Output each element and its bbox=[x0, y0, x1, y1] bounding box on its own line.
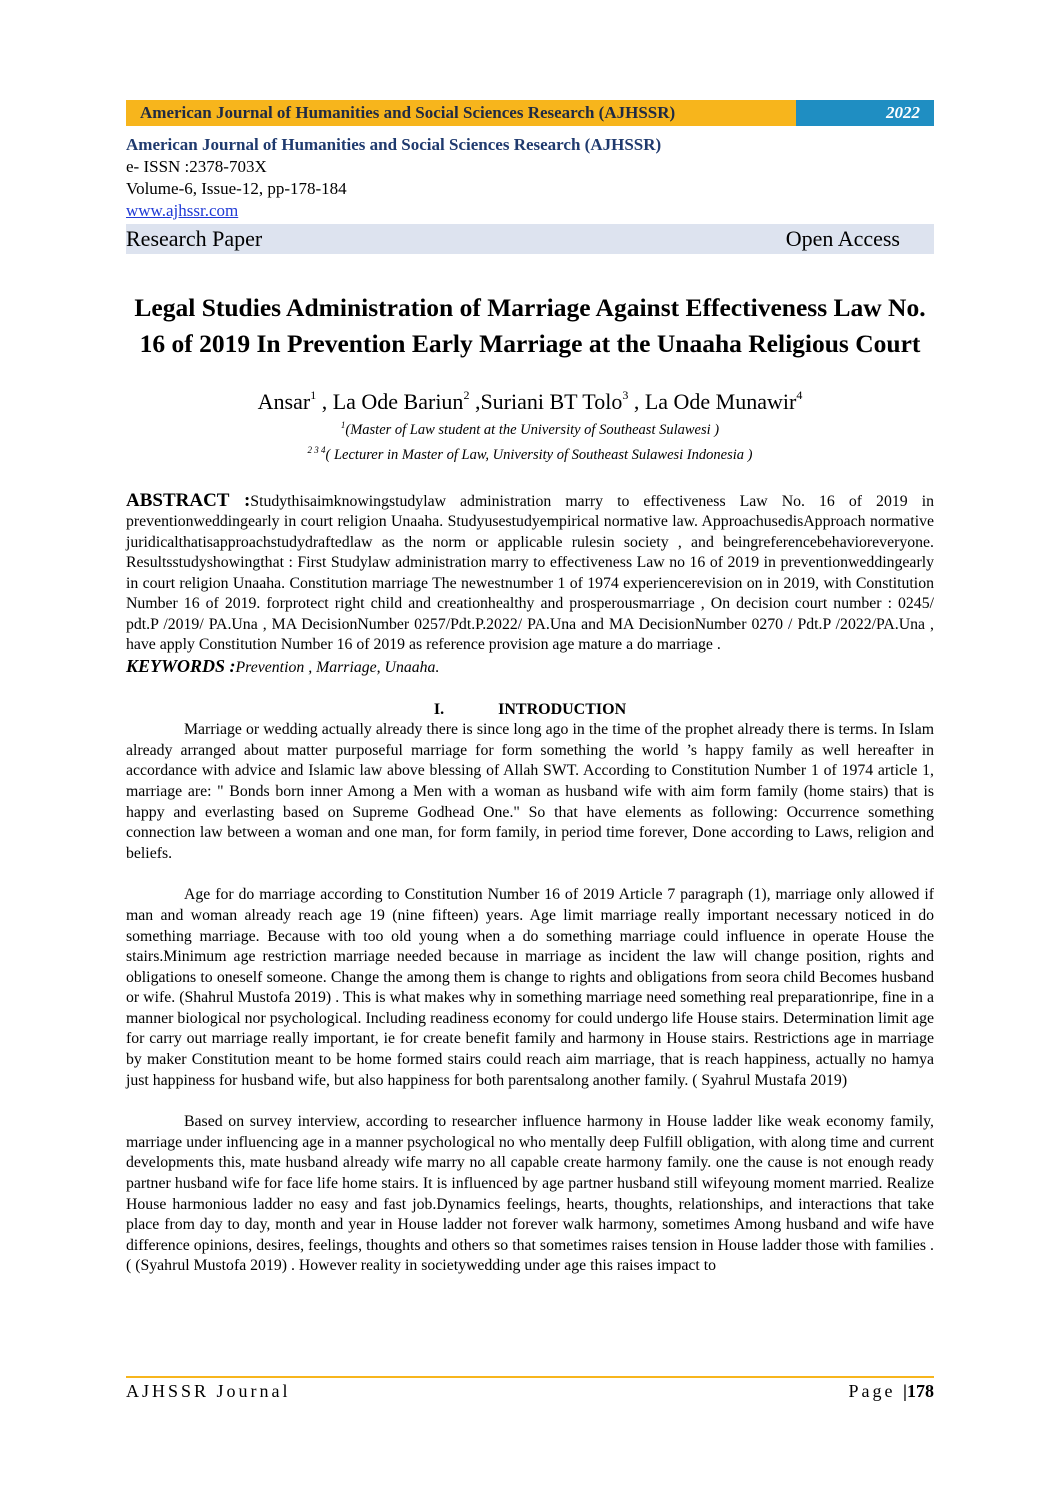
author-list bbox=[126, 382, 934, 415]
page-number: |178 bbox=[903, 1381, 934, 1401]
section-heading bbox=[126, 700, 934, 720]
abstract-text: Studythisaimknowingstudylaw administration marry to effectiveness Law No. 16 of 2019 in preventionweddingearly in court religion Unaaha. Studyusestudyempirical normative law. ApproachusedisApproach normative juridicalthatisapproachstudydraftedlaw as the norm or applicable rulesin society , and beingreferencebehavioreveryone. Resultsstudyshowingthat : First Studylaw administration marry to effectiveness Law no 16 of 2019 in preventionweddingearly in court religion Unaaha. Constitution marriage The newestnumber 1 of 1974 experiencerevision on in 2019, with Constitution Number 16 of 2019. forprotect right child and creationhealthy and prosperousmarriage , On decision court number : 0245/ pdt.P /2019/ PA.Una , MA DecisionNumber 0257/Pdt.P.2022/ PA.Una and MA DecisionNumber 0270 / Pdt.P /2022/PA.Una , have apply Constitution Number 16 of 2019 as reference provision age mature a do marriage . bbox=[126, 492, 934, 654]
keywords bbox=[126, 656, 934, 679]
body-paragraph: Based on survey interview, according to researcher influence harmony in House ladder like weak economy family, marriage under influencing age in a manner psychological no who mentally deep Fulfill obligation, with along time and current developments this, mate husband already wife marry no all capable create harmony family. one the cause is not enough ready partner husband wife for face life home stairs. It is influenced by age partner husband still wifeyoung moment married. Realize House harmonious ladder no easy and fast job.Dynamics feelings, hearts, thoughts, relationships, and interactions that take place from day to day, month and year in House ladder not forever walk harmony, sometimes Among husband and wife have difference opinions, desires, feelings, thoughts and others so that sometimes raises tension in House ladder those with families . ( (Syahrul Mustofa 2019) . However reality in societywedding under age this raises impact to bbox=[126, 1113, 934, 1275]
paper-type-band bbox=[126, 224, 934, 254]
paper-page bbox=[126, 100, 934, 1277]
journal-metadata bbox=[126, 134, 934, 222]
footer-page: Page |178 bbox=[848, 1381, 934, 1401]
author: La Ode Munawir$^4$ bbox=[644, 388, 803, 414]
affiliation: $^{2 3 4}$( Lecturer in Master of Law, University of Southeast Sulawesi Indonesia ) bbox=[307, 444, 753, 463]
header-journal-name: American Journal of Humanities and Social Sciences Research (AJHSSR) bbox=[126, 100, 796, 126]
journal-name: American Journal of Humanities and Social Sciences Research (AJHSSR) bbox=[126, 135, 662, 154]
affiliation: $^1$(Master of Law student at the University of Southeast Sulawesi ) bbox=[340, 420, 720, 438]
journal-website-link[interactable]: www.ajhssr.com bbox=[126, 201, 239, 220]
paper-title: Legal Studies Administration of Marriage Against Effectiveness Law No. 16 of 2019 In Prevention Early Marriage at the Unaaha Religious Court bbox=[134, 293, 926, 358]
section-number: I. bbox=[433, 701, 445, 719]
body-paragraph: Age for do marriage according to Constitution Number 16 of 2019 Article 7 paragraph (1), marriage only allowed if man and woman already reach age 19 (nine fifteen) years. Age limit marriage really important necessary noticed in do something marriage. Because with too old young when a do something marriage could influence in operate House the stairs.Minimum age restriction marriage needed because in marriage as incident the law will change position, rights and obligations to oneself someone. Change the among them is change to rights and obligations from seora child Becomes husband or wife. (Shahrul Mustofa 2019) . This is what makes why in something marriage need something real preparationripe, fine in a manner biological nor psychological. Including readiness economy for could undergo life House stairs. Determination limit age for carry out marriage really important, ie for create benefit family and harmony in House stairs. Restrictions age in marriage by maker Constitution meant to be home formed stairs could reach aim marriage, that is reach happiness, actually no hamya just happiness for husband wife, but also happiness for both parentsalong another family. ( Syahrul Mustafa 2019) bbox=[126, 886, 934, 1089]
page-footer bbox=[126, 1376, 934, 1402]
journal-issn: e- ISSN :2378-703X bbox=[126, 157, 267, 176]
access-type: Open Access bbox=[785, 226, 900, 251]
body-paragraph: Marriage or wedding actually already there is since long ago in the time of the prophet already there is terms. In Islam already arranged about matter purposeful marriage for form something the world ’s happy family as well hereafter in accordance with advice and Islamic law above blessing of Allah SWT. According to Constitution Number 1 of 1974 article 1, marriage are: " Bonds born inner Among a Men with a woman as husband wife with aim form family (home stairs) that is happy and everlasting based on Supreme Godhead One." So that have elements as following: Occurrence something connection law between a woman and one man, for form family, in period time forever, Done according to Laws, religion and beliefs. bbox=[126, 721, 934, 862]
keywords-label: KEYWORDS : bbox=[126, 655, 236, 676]
journal-header-band bbox=[126, 100, 934, 126]
abstract bbox=[126, 491, 934, 656]
paper-type: Research Paper bbox=[126, 226, 263, 251]
abstract-label: ABSTRACT : bbox=[126, 489, 251, 511]
section-title: INTRODUCTION bbox=[498, 701, 627, 719]
footer-journal: AJHSSR Journal bbox=[126, 1381, 291, 1401]
keywords-text: Prevention , Marriage, Unaaha. bbox=[235, 658, 440, 676]
author: Suriani BT Tolo$^3$ , bbox=[480, 388, 645, 414]
header-year: 2022 bbox=[796, 100, 934, 126]
author: Ansar$^1$ , bbox=[257, 388, 333, 414]
journal-volume: Volume-6, Issue-12, pp-178-184 bbox=[126, 179, 347, 198]
author: La Ode Bariun$^2$ , bbox=[332, 388, 481, 414]
